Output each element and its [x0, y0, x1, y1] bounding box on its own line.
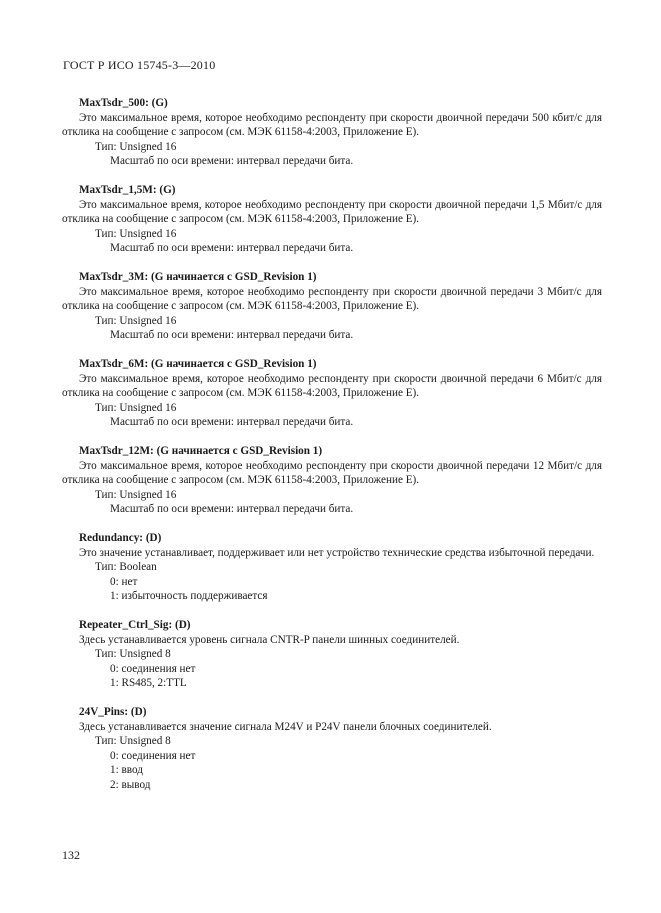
- param-title: MaxTsdr_12M: (G начинается с GSD_Revision 1): [79, 445, 323, 457]
- param-value: 0: соединения нет: [110, 749, 196, 762]
- param-value: 2: вывод: [110, 778, 151, 791]
- param-block: [62, 444, 602, 517]
- param-description: Здесь устанавливается уровень сигнала CNTR-P панели шинных соединителей.: [79, 633, 460, 646]
- param-block: [62, 531, 602, 604]
- param-block: [62, 618, 602, 691]
- param-block: [62, 705, 602, 792]
- param-title: MaxTsdr_1,5M: (G): [79, 184, 176, 196]
- param-block: [62, 96, 602, 169]
- param-block: [62, 270, 602, 343]
- param-title: MaxTsdr_3M: (G начинается с GSD_Revision 1): [79, 271, 317, 283]
- param-type: Тип: Unsigned 16: [95, 488, 177, 501]
- param-title: 24V_Pins: (D): [79, 706, 147, 718]
- param-value: 0: соединения нет: [110, 662, 196, 675]
- param-title: MaxTsdr_500: (G): [79, 97, 168, 109]
- page-number: 132: [62, 848, 80, 862]
- param-type: Тип: Boolean: [95, 561, 157, 573]
- document-header: ГОСТ Р ИСО 15745-3—2010: [63, 58, 216, 72]
- param-type: Тип: Unsigned 16: [95, 314, 177, 327]
- param-description: Здесь устанавливается значение сигнала M24V и P24V панели блочных соединителей.: [79, 720, 492, 733]
- param-value: 0: нет: [110, 575, 138, 588]
- param-description: Это максимальное время, которое необходимо респонденту при скорости двоичной передачи 1,5 Мбит/с для отклика на сообщение с запросом (см. МЭК 61158-4:2003, Приложение Е).: [62, 198, 602, 225]
- param-type: Тип: Unsigned 16: [95, 140, 177, 153]
- param-type: Тип: Unsigned 8: [95, 648, 171, 660]
- param-value: 1: RS485, 2:TTL: [110, 677, 187, 689]
- param-value: Масштаб по оси времени: интервал передачи бита.: [110, 416, 354, 428]
- param-description: Это значение устанавливает, поддерживает или нет устройство технические средства избыточной передачи.: [79, 546, 595, 559]
- param-block: [62, 357, 602, 430]
- param-title: MaxTsdr_6M: (G начинается с GSD_Revision 1): [79, 358, 317, 370]
- param-title: Repeater_Ctrl_Sig: (D): [79, 619, 191, 631]
- param-description: Это максимальное время, которое необходимо респонденту при скорости двоичной передачи 12 Мбит/с для отклика на сообщение с запросом (см. МЭК 61158-4:2003, Приложение Е).: [62, 459, 602, 486]
- param-type: Тип: Unsigned 8: [95, 735, 171, 747]
- document-body: [62, 96, 602, 807]
- param-value: Масштаб по оси времени: интервал передачи бита.: [110, 503, 354, 515]
- param-value: Масштаб по оси времени: интервал передачи бита.: [110, 155, 354, 167]
- param-value: 1: ввод: [110, 764, 143, 776]
- param-value: 1: избыточность поддерживается: [110, 590, 268, 602]
- param-description: Это максимальное время, которое необходимо респонденту при скорости двоичной передачи 500 кбит/с для отклика на сообщение с запросом (см. МЭК 61158-4:2003, Приложение Е).: [62, 111, 602, 138]
- param-value: Масштаб по оси времени: интервал передачи бита.: [110, 242, 354, 254]
- param-description: Это максимальное время, которое необходимо респонденту при скорости двоичной передачи 6 Мбит/с для отклика на сообщение с запросом (см. МЭК 61158-4:2003, Приложение Е).: [62, 372, 602, 399]
- param-block: [62, 183, 602, 256]
- param-value: Масштаб по оси времени: интервал передачи бита.: [110, 329, 354, 341]
- param-type: Тип: Unsigned 16: [95, 227, 177, 240]
- param-title: Redundancy: (D): [79, 532, 162, 544]
- param-type: Тип: Unsigned 16: [95, 401, 177, 414]
- param-description: Это максимальное время, которое необходимо респонденту при скорости двоичной передачи 3 Мбит/с для отклика на сообщение с запросом (см. МЭК 61158-4:2003, Приложение Е).: [62, 285, 602, 312]
